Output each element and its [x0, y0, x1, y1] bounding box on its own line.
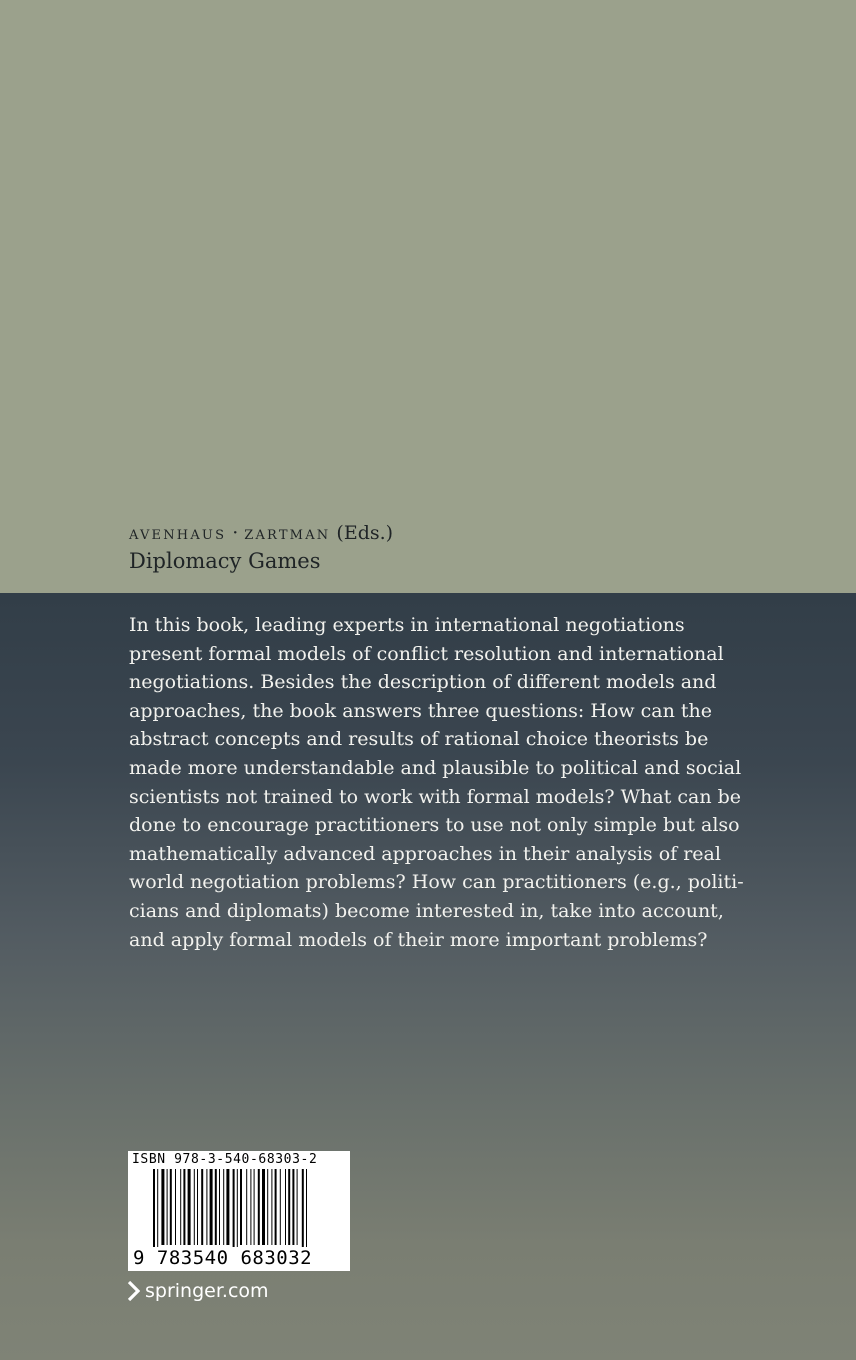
- description-line: world negotiation problems? How can practitioners (e.g., politi-: [129, 871, 744, 894]
- barcode-bar: [280, 1169, 281, 1245]
- barcode-bar: [250, 1169, 251, 1245]
- barcode-bar: [167, 1169, 168, 1245]
- publisher-link-text: springer.com: [145, 1280, 269, 1302]
- barcode-bar: [267, 1169, 268, 1245]
- barcode-bar: [201, 1169, 203, 1245]
- editors-suffix: (Eds.): [336, 522, 394, 544]
- barcode-bar: [288, 1169, 290, 1245]
- author-separator: ·: [232, 522, 239, 544]
- barcode-bar: [302, 1169, 304, 1255]
- book-title: Diplomacy Games: [129, 549, 321, 573]
- barcode-bar: [210, 1169, 213, 1245]
- publisher-link[interactable]: [128, 1280, 269, 1302]
- barcode-bar: [237, 1169, 238, 1255]
- editor-name-first: avenhaus: [129, 522, 227, 544]
- barcode-bar: [258, 1169, 260, 1245]
- barcode-bar: [262, 1169, 265, 1245]
- barcode-bar: [188, 1169, 191, 1245]
- barcode-bar: [194, 1169, 195, 1245]
- description-line: mathematically advanced approaches in their analysis of real: [129, 842, 721, 865]
- description-line: made more understandable and plausible to political and social: [129, 756, 742, 779]
- description-line: In this book, leading experts in international negotiations: [129, 614, 685, 636]
- barcode-bar: [271, 1169, 272, 1245]
- barcode-bar: [297, 1169, 298, 1245]
- isbn-label: ISBN 978-3-540-68303-2: [132, 1152, 318, 1167]
- barcode-bar: [170, 1169, 172, 1245]
- barcode-bar: [180, 1169, 181, 1245]
- barcode-bar: [175, 1169, 176, 1245]
- barcode-bar: [306, 1169, 307, 1255]
- barcode-bar: [219, 1169, 220, 1245]
- description-line: present formal models of conflict resolution and international: [129, 642, 724, 665]
- barcode-bar: [215, 1169, 217, 1245]
- barcode-bar: [254, 1169, 255, 1245]
- barcode-bar: [157, 1169, 158, 1255]
- description-line: negotiations. Besides the description of different models and: [129, 671, 717, 694]
- barcode-bar: [153, 1169, 155, 1255]
- barcode-bar: [223, 1169, 224, 1245]
- description-line: abstract concepts and results of rational choice theorists be: [129, 728, 709, 751]
- editor-name-second: zartman: [244, 522, 331, 544]
- barcode-digits: 9 783540 683032: [133, 1247, 313, 1269]
- description-line: and apply formal models of their more important problems?: [129, 928, 708, 951]
- barcode-bar: [197, 1169, 198, 1245]
- editors-line: [129, 522, 393, 544]
- barcode-bar: [240, 1169, 242, 1245]
- barcode-bar: [246, 1169, 247, 1245]
- description-line: scientists not trained to work with formal models? What can be: [129, 785, 742, 808]
- barcode-bar: [183, 1169, 185, 1245]
- description-line: cians and diplomats) become interested in, take into account,: [129, 899, 724, 922]
- barcode-bar: [275, 1169, 277, 1245]
- description-line: done to encourage practitioners to use not only simple but also: [129, 814, 740, 837]
- barcode-bar: [161, 1169, 164, 1245]
- isbn-barcode: [128, 1151, 350, 1271]
- barcode-bar: [233, 1169, 235, 1255]
- description-line: approaches, the book answers three questions: How can the: [129, 699, 713, 722]
- book-description: [129, 611, 744, 954]
- barcode-bar: [285, 1169, 286, 1245]
- barcode-bar: [226, 1169, 229, 1245]
- barcode-bar: [206, 1169, 207, 1245]
- barcode-bar: [292, 1169, 294, 1245]
- chevron-right-icon: [128, 1281, 140, 1301]
- cover-top-panel: [0, 0, 856, 593]
